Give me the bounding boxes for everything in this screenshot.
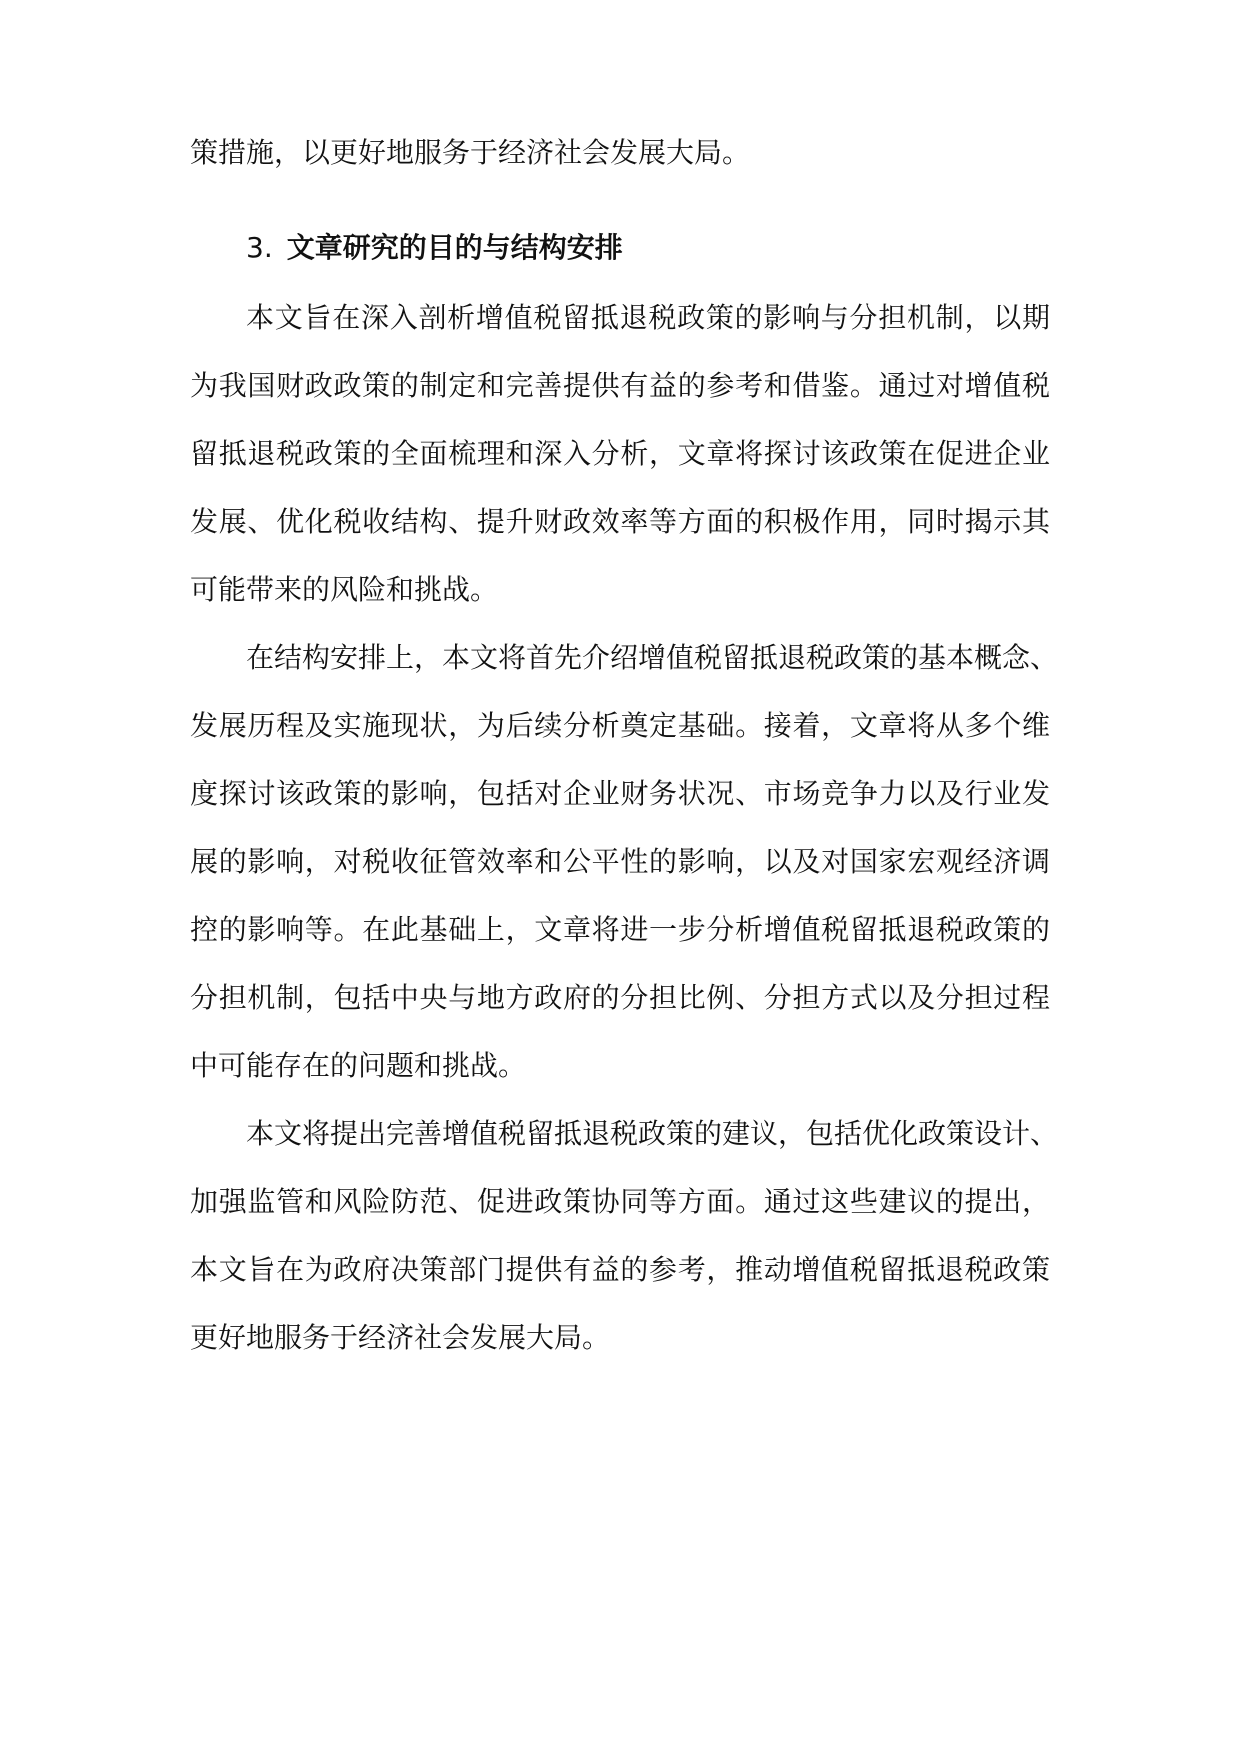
paragraph-line: 本文将提出完善增值税留抵退税政策的建议，包括优化政策设计、 [246, 1117, 1059, 1150]
section-number: 3. [246, 231, 273, 264]
paragraph-line: 策措施，以更好地服务于经济社会发展大局。 [190, 136, 751, 169]
paragraph-line: 本文旨在为政府决策部门提供有益的参考，推动增值税留抵退税政策 [190, 1253, 1050, 1286]
paragraph-line: 留抵退税政策的全面梳理和深入分析，文章将探讨该政策在促进企业 [190, 437, 1050, 470]
paragraph-line: 发展、优化税收结构、提升财政效率等方面的积极作用，同时揭示其 [190, 505, 1050, 538]
paragraph-line: 更好地服务于经济社会发展大局。 [190, 1321, 611, 1354]
paragraph-line: 控的影响等。在此基础上，文章将进一步分析增值税留抵退税政策的 [190, 913, 1050, 946]
paragraph-line: 为我国财政政策的制定和完善提供有益的参考和借鉴。通过对增值税 [190, 369, 1050, 402]
section-heading [246, 228, 946, 268]
paragraph-line: 可能带来的风险和挑战。 [190, 573, 499, 606]
paragraph-line: 本文旨在深入剖析增值税留抵退税政策的影响与分担机制，以期 [246, 301, 1050, 334]
paragraph-line: 分担机制，包括中央与地方政府的分担比例、分担方式以及分担过程 [190, 981, 1050, 1014]
paragraph-line: 度探讨该政策的影响，包括对企业财务状况、市场竞争力以及行业发 [190, 777, 1050, 810]
paragraph-line: 发展历程及实施现状，为后续分析奠定基础。接着，文章将从多个维 [190, 709, 1050, 742]
paragraph-line: 在结构安排上，本文将首先介绍增值税留抵退税政策的基本概念、 [246, 641, 1059, 674]
paragraph-line: 中可能存在的问题和挑战。 [190, 1049, 527, 1082]
paragraph-line: 加强监管和风险防范、促进政策协同等方面。通过这些建议的提出， [190, 1185, 1050, 1218]
paragraph-line: 展的影响，对税收征管效率和公平性的影响，以及对国家宏观经济调 [190, 845, 1050, 878]
section-title: 文章研究的目的与结构安排 [286, 231, 623, 264]
document-page [190, 0, 1059, 1754]
